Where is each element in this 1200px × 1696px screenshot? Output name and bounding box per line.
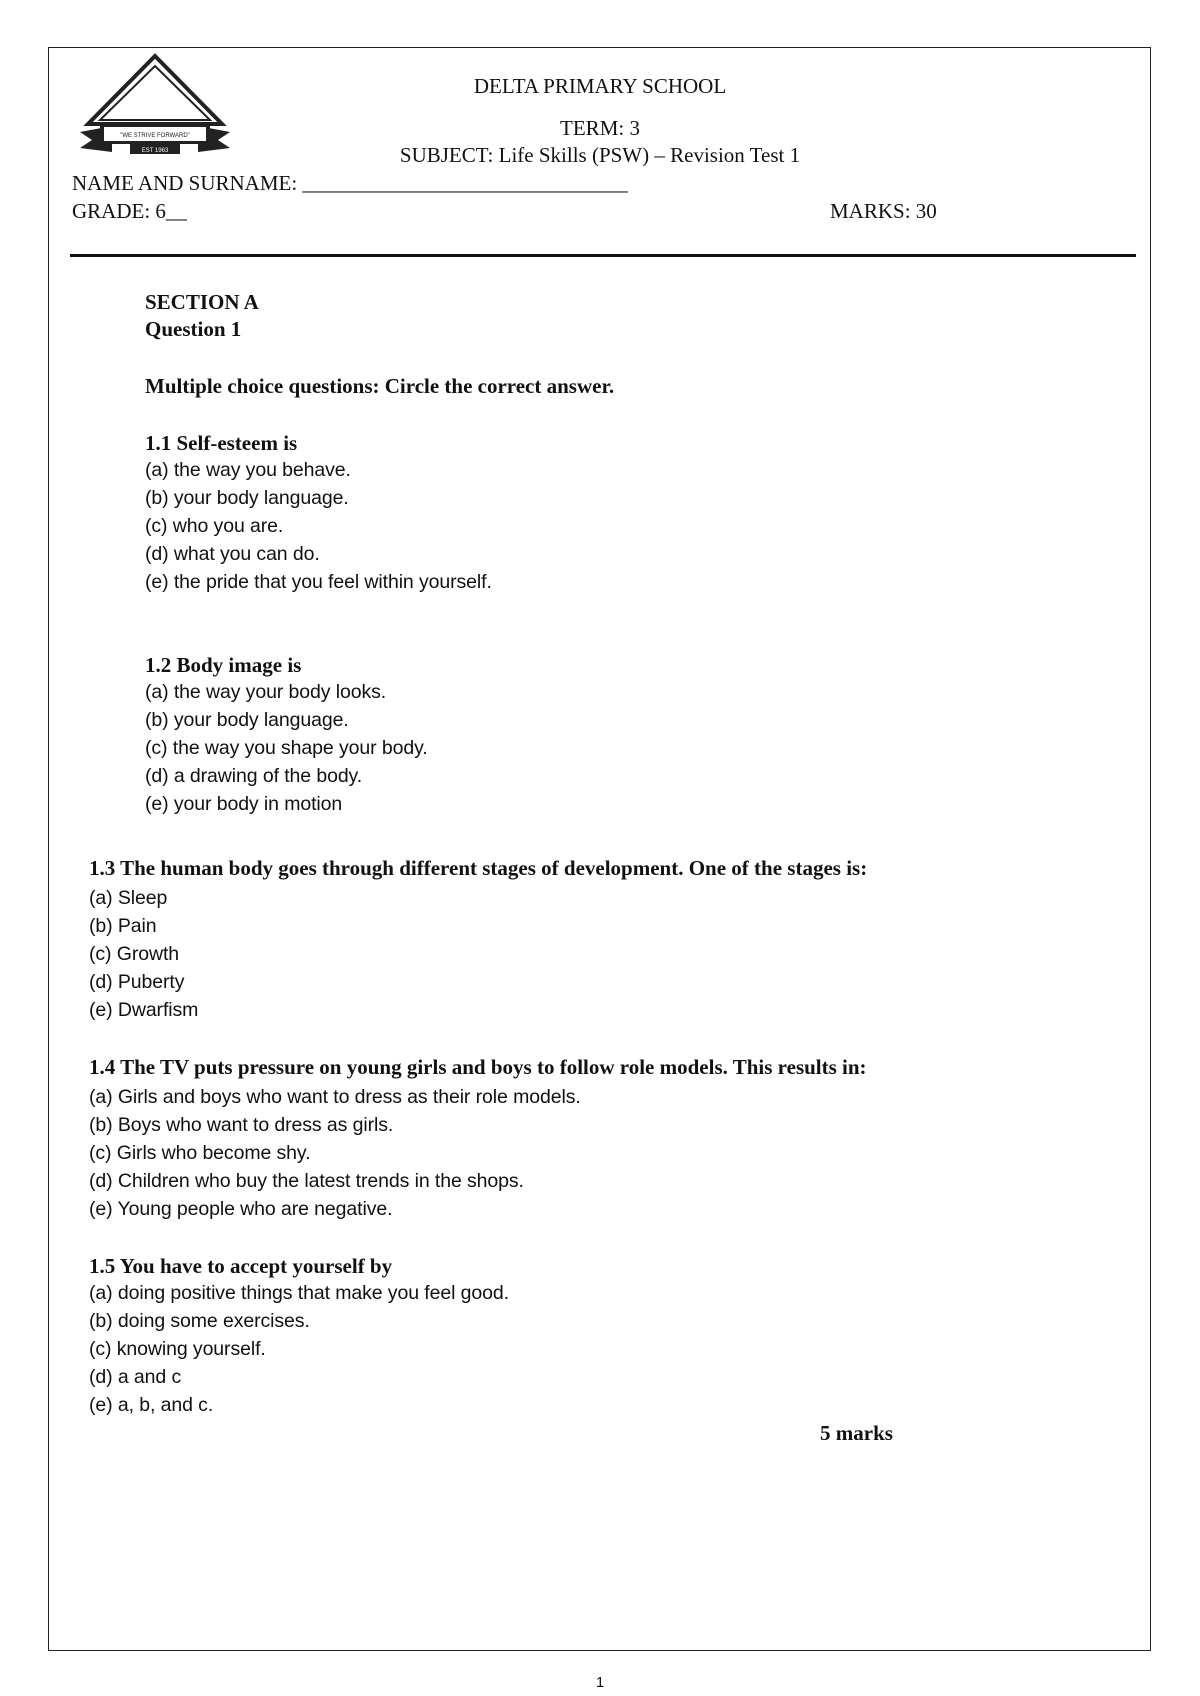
option: (a) the way your body looks. <box>145 681 387 703</box>
header-divider <box>70 254 1136 257</box>
question-1-5-heading: 1.5 You have to accept yourself by <box>89 1254 393 1278</box>
option: (a) Sleep <box>89 887 168 909</box>
option: (e) the pride that you feel within yourself. <box>145 571 492 593</box>
option: (e) your body in motion <box>145 793 343 815</box>
school-logo <box>72 52 238 168</box>
section-marks: 5 marks <box>820 1421 893 1445</box>
option: (e) Young people who are negative. <box>89 1198 393 1220</box>
section-title: SECTION A <box>145 290 259 314</box>
option: (c) Growth <box>89 943 180 965</box>
question-1-4-heading: 1.4 The TV puts pressure on young girls and boys to follow role models. This results in: <box>89 1055 867 1079</box>
page-number: 1 <box>595 1674 605 1691</box>
question-1-3-heading: 1.3 The human body goes through different stages of development. One of the stages is: <box>89 856 868 880</box>
option: (e) Dwarfism <box>89 999 199 1021</box>
page-border <box>48 47 1151 1651</box>
term-label: TERM: 3 <box>560 116 640 140</box>
option: (a) doing positive things that make you feel good. <box>89 1282 509 1304</box>
option: (d) Puberty <box>89 971 185 993</box>
school-name: DELTA PRIMARY SCHOOL <box>473 74 727 98</box>
option: (a) Girls and boys who want to dress as their role models. <box>89 1086 581 1108</box>
subject-label: SUBJECT: Life Skills (PSW) – Revision Test 1 <box>399 143 801 167</box>
option: (b) Boys who want to dress as girls. <box>89 1114 394 1136</box>
option: (c) the way you shape your body. <box>145 737 428 759</box>
question-title: Question 1 <box>145 317 242 341</box>
logo-est: EST 1963 <box>141 148 169 154</box>
question-1-1-heading: 1.1 Self-esteem is <box>145 431 298 455</box>
instructions: Multiple choice questions: Circle the correct answer. <box>145 374 615 398</box>
option: (b) doing some exercises. <box>89 1310 310 1332</box>
option: (d) a drawing of the body. <box>145 765 363 787</box>
question-1-2-heading: 1.2 Body image is <box>145 653 302 677</box>
name-field: NAME AND SURNAME: _______________________________ <box>72 171 628 195</box>
logo-motto: "WE STRIVE FORWARD" <box>120 133 190 139</box>
option: (b) Pain <box>89 915 157 937</box>
option: (b) your body language. <box>145 487 349 509</box>
option: (b) your body language. <box>145 709 349 731</box>
option: (e) a, b, and c. <box>89 1394 214 1416</box>
grade-field: GRADE: 6__ <box>72 199 187 223</box>
option: (d) Children who buy the latest trends in the shops. <box>89 1170 524 1192</box>
option: (c) who you are. <box>145 515 284 537</box>
option: (c) knowing yourself. <box>89 1338 266 1360</box>
option: (c) Girls who become shy. <box>89 1142 311 1164</box>
marks-total: MARKS: 30 <box>830 199 937 223</box>
option: (d) what you can do. <box>145 543 320 565</box>
option: (d) a and c <box>89 1366 182 1388</box>
option: (a) the way you behave. <box>145 459 351 481</box>
